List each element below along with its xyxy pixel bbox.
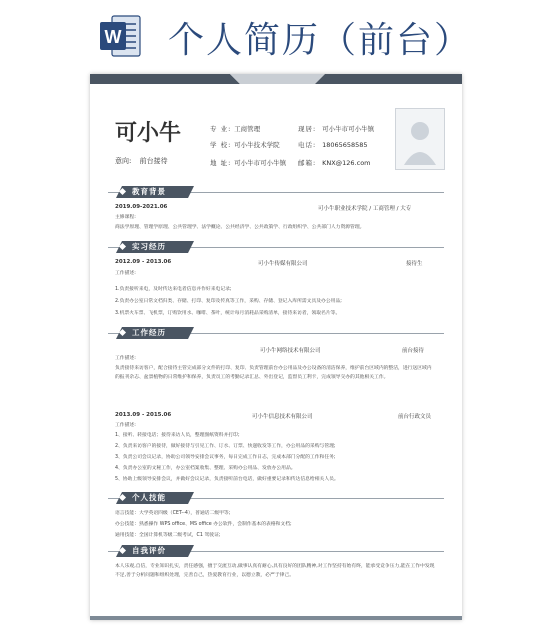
internship-item: 1.负责接听来电，及时传达来电者信息并作好来电记录;: [115, 287, 232, 292]
job2-item: 5、协助上级领导安排会议，并做好会议记录，负责接听前台电话，做好重要记录和传达信息给相关人员。: [115, 477, 339, 482]
job1-desc-label: 工作描述:: [115, 356, 136, 361]
info-address: 地 址: 可小牛市可小牛镇: [210, 159, 287, 167]
skill-item: 通用技能：全国计算机等级二级考试，C1 驾驶证;: [115, 533, 221, 538]
internship-period: 2012.09 - 2013.06: [115, 259, 172, 265]
internship-item: 2.负责办公室日常文档归类、存储、打印、复印及传真等工作，采购、存储、登记入库所需文具及办公用品;: [115, 299, 342, 304]
job-intent: [115, 156, 168, 166]
candidate-name: 可小牛: [115, 121, 182, 146]
education-school: 可小牛职业技术学院 / 工商管理 / 大专: [318, 206, 412, 212]
page-title: 个人简历（前台）: [168, 20, 473, 61]
resume-page: [90, 74, 462, 620]
info-school: 学 校: 可小牛技术学院: [210, 141, 280, 149]
job1-role: 前台接待: [402, 348, 425, 354]
skill-item: 办公技能：熟悉操作 WPS office、MS office 办公软件，会制作基本的表格和文档;: [115, 522, 292, 527]
section-internship-header: 实习经历: [108, 241, 448, 253]
top-color-band: [90, 74, 462, 84]
job2-item: 1、接听、转接电话；接待来访人员，整理图纸资料并打印;: [115, 433, 240, 438]
info-email: 邮箱: KNX@126.com: [298, 159, 371, 167]
job2-desc-label: 工作描述:: [115, 423, 136, 428]
bottom-color-band: [90, 616, 462, 620]
info-phone: 电话: 18065658585: [298, 141, 368, 149]
intent-label: 意向:: [115, 157, 132, 165]
profile-photo: [395, 108, 445, 170]
job1-desc: 负责接待来访客户，配合接待主管完成部分文件的打印、复印、负责管理前台办公用品及办公设备的清洁保养，维护前台区域内的整洁，进行送区域内的报刊杂志、盆景植物的日常维护和保养，负责员工的考勤记录汇总、外出登记，监督员工利卡，完成领导交办的其他相关工作。: [115, 366, 432, 380]
job1-company: 可小牛网络技术有限公司: [260, 348, 321, 354]
info-major: 专 业: 工商管理: [210, 125, 261, 133]
section-education-header: 教育背景: [108, 186, 448, 198]
job2-item: 4、负责办公室的文秘工作，办公室档案收集、整理、采购办公用品、发放办公用品。: [115, 466, 296, 471]
internship-item: 3.机票火车票、飞机票，订购饮用水、咖啡、茶叶，统计每月消耗品采购清单，接待来访者，领取名片等。: [115, 311, 341, 316]
job2-item: 2、负责来访客户的接待，做好接待与引见工作、订水、订票、快递收发等工作，办公用品的采购与管理;: [115, 444, 336, 449]
job2-company: 可小牛信息技术有限公司: [252, 414, 313, 420]
education-courses-label: 主修课程:: [115, 215, 136, 220]
info-residence: 现居: 可小牛市可小牛镇: [298, 125, 375, 133]
section-work-header: 工作经历: [108, 327, 448, 339]
job2-role: 前台行政文员: [398, 414, 432, 420]
avatar-placeholder-icon: [396, 109, 444, 169]
internship-desc-label: 工作描述:: [115, 271, 136, 276]
document-header: [0, 0, 560, 70]
section-skills-header: 个人技能: [108, 492, 448, 504]
education-courses: 商法学原理、管理学原理、公共管理学、法学概论、公共经济学、公共政策学、行政组织学、公共部门人力资源管理。: [115, 225, 365, 230]
job2-item: 3、负责公司会议记录，协助公司领导安排会议事务，每日完成工作日志，完成本部门分配的工作和任务;: [115, 455, 336, 460]
self-evaluation: 本人乐观,自信，专业知识扎实，责任感强，擅于交流互动,做事认真有耐心,具有良好的团队精神,对工作坚持有始有终，能承受竞争压力,能在工作中发现不足,善于分析问题和组织处理，完善自己，热爱教育行业，以德立教，必严于律己。: [115, 564, 435, 578]
word-icon: [98, 12, 142, 60]
internship-role: 接待生: [406, 261, 423, 267]
intent-value: 前台接待: [139, 157, 168, 165]
word-icon-letter: W: [104, 27, 122, 47]
skill-item: 语言技能：大学英语四级（CET--4），普通话二级甲等;: [115, 511, 231, 516]
education-period: 2019.09-2021.06: [115, 204, 168, 210]
section-self-header: 自我评价: [108, 545, 448, 557]
internship-company: 可小牛传媒有限公司: [258, 261, 308, 267]
job2-period: 2013.09 - 2015.06: [115, 412, 172, 418]
